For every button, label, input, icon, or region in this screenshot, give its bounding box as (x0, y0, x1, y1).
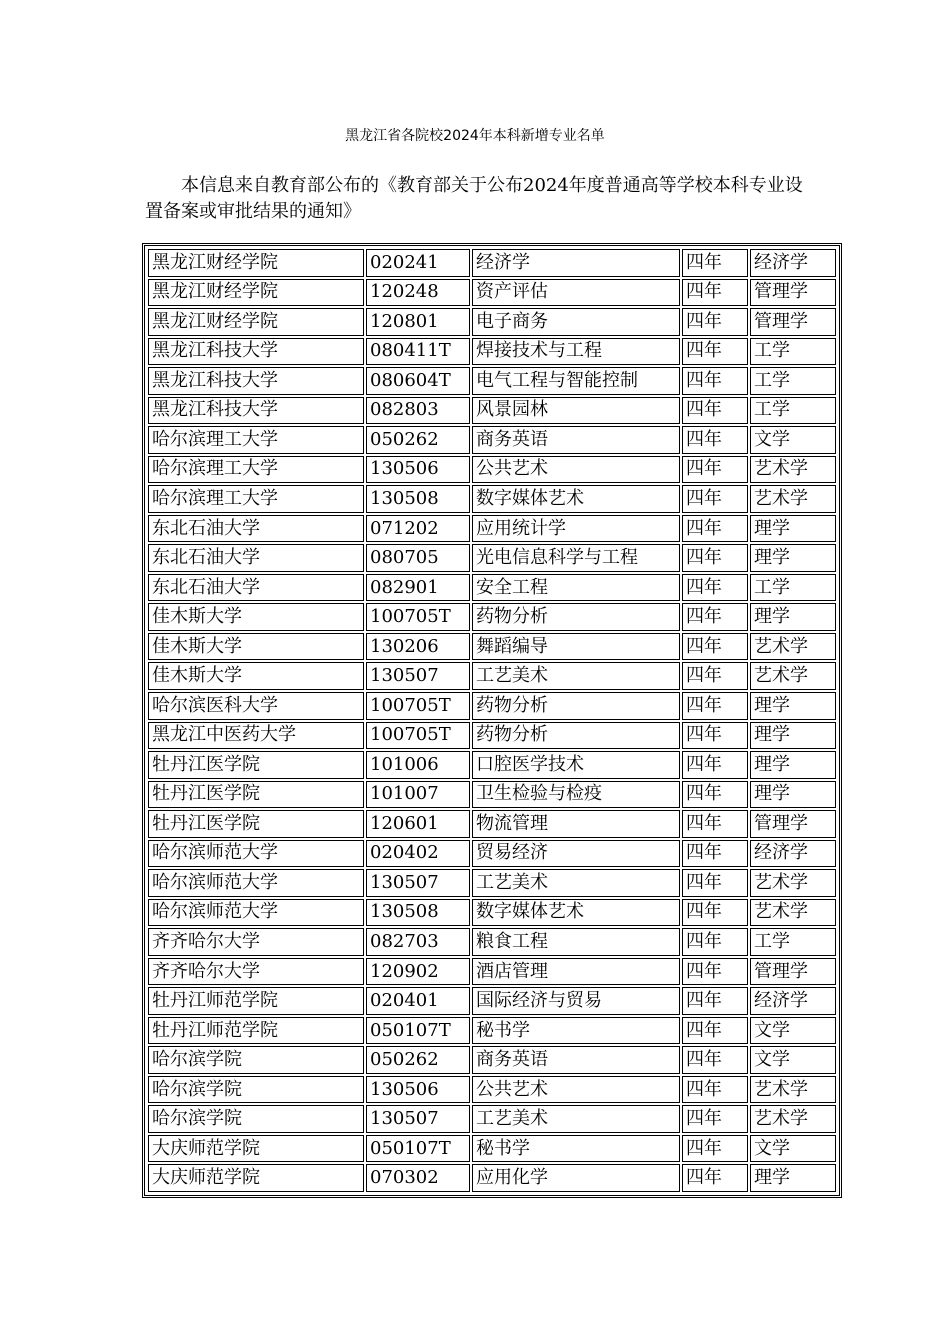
duration-cell: 四年 (682, 722, 748, 750)
duration-cell: 四年 (682, 751, 748, 779)
degree-category-cell: 艺术学 (750, 456, 836, 484)
duration-cell: 四年 (682, 633, 748, 661)
degree-category-cell: 工学 (750, 928, 836, 956)
degree-category-cell: 文学 (750, 1046, 836, 1074)
major-name-cell: 商务英语 (472, 1046, 680, 1074)
major-code-cell: 080604T (366, 367, 470, 395)
major-code-cell: 080705 (366, 544, 470, 572)
school-cell: 佳木斯大学 (148, 662, 364, 690)
degree-category-cell: 艺术学 (750, 899, 836, 927)
major-name-cell: 公共艺术 (472, 456, 680, 484)
school-cell: 东北石油大学 (148, 574, 364, 602)
major-code-cell: 080411T (366, 338, 470, 366)
duration-cell: 四年 (682, 810, 748, 838)
major-code-cell: 100705T (366, 692, 470, 720)
major-code-cell: 130507 (366, 662, 470, 690)
duration-cell: 四年 (682, 928, 748, 956)
duration-cell: 四年 (682, 367, 748, 395)
table-row (148, 1017, 836, 1045)
degree-category-cell: 艺术学 (750, 662, 836, 690)
duration-cell: 四年 (682, 1046, 748, 1074)
table-row (148, 456, 836, 484)
major-name-cell: 药物分析 (472, 603, 680, 631)
major-name-cell: 药物分析 (472, 692, 680, 720)
degree-category-cell: 管理学 (750, 810, 836, 838)
school-cell: 齐齐哈尔大学 (148, 958, 364, 986)
major-code-cell: 070302 (366, 1164, 470, 1192)
major-code-cell: 130506 (366, 456, 470, 484)
table-row (148, 426, 836, 454)
degree-category-cell: 经济学 (750, 987, 836, 1015)
major-name-cell: 舞蹈编导 (472, 633, 680, 661)
major-code-cell: 120248 (366, 279, 470, 307)
major-name-cell: 卫生检验与检疫 (472, 781, 680, 809)
major-code-cell: 050107T (366, 1135, 470, 1163)
table-row (148, 544, 836, 572)
degree-category-cell: 经济学 (750, 249, 836, 277)
degree-category-cell: 经济学 (750, 840, 836, 868)
duration-cell: 四年 (682, 338, 748, 366)
degree-category-cell: 艺术学 (750, 1105, 836, 1133)
school-cell: 黑龙江科技大学 (148, 397, 364, 425)
major-code-cell: 020241 (366, 249, 470, 277)
major-code-cell: 130508 (366, 899, 470, 927)
degree-category-cell: 工学 (750, 397, 836, 425)
major-code-cell: 082703 (366, 928, 470, 956)
table-row (148, 928, 836, 956)
table-row (148, 1046, 836, 1074)
duration-cell: 四年 (682, 958, 748, 986)
duration-cell: 四年 (682, 308, 748, 336)
majors-table-body (148, 249, 836, 1192)
table-row (148, 722, 836, 750)
table-row (148, 869, 836, 897)
major-code-cell: 101007 (366, 781, 470, 809)
table-row (148, 249, 836, 277)
school-cell: 东北石油大学 (148, 515, 364, 543)
duration-cell: 四年 (682, 544, 748, 572)
school-cell: 佳木斯大学 (148, 603, 364, 631)
school-cell: 东北石油大学 (148, 544, 364, 572)
duration-cell: 四年 (682, 869, 748, 897)
major-name-cell: 应用统计学 (472, 515, 680, 543)
duration-cell: 四年 (682, 781, 748, 809)
major-name-cell: 工艺美术 (472, 869, 680, 897)
table-row (148, 987, 836, 1015)
table-row (148, 574, 836, 602)
table-row (148, 485, 836, 513)
table-row (148, 958, 836, 986)
table-row (148, 840, 836, 868)
duration-cell: 四年 (682, 603, 748, 631)
duration-cell: 四年 (682, 279, 748, 307)
school-cell: 黑龙江科技大学 (148, 367, 364, 395)
major-name-cell: 秘书学 (472, 1017, 680, 1045)
duration-cell: 四年 (682, 1076, 748, 1104)
major-code-cell: 020402 (366, 840, 470, 868)
table-row (148, 810, 836, 838)
degree-category-cell: 文学 (750, 1135, 836, 1163)
school-cell: 哈尔滨师范大学 (148, 840, 364, 868)
school-cell: 黑龙江科技大学 (148, 338, 364, 366)
degree-category-cell: 文学 (750, 426, 836, 454)
school-cell: 哈尔滨医科大学 (148, 692, 364, 720)
school-cell: 黑龙江财经学院 (148, 308, 364, 336)
table-row (148, 692, 836, 720)
major-name-cell: 公共艺术 (472, 1076, 680, 1104)
table-row (148, 1105, 836, 1133)
major-name-cell: 电子商务 (472, 308, 680, 336)
duration-cell: 四年 (682, 987, 748, 1015)
duration-cell: 四年 (682, 1135, 748, 1163)
major-name-cell: 焊接技术与工程 (472, 338, 680, 366)
major-code-cell: 130507 (366, 869, 470, 897)
degree-category-cell: 理学 (750, 722, 836, 750)
school-cell: 哈尔滨理工大学 (148, 426, 364, 454)
duration-cell: 四年 (682, 692, 748, 720)
major-code-cell: 120601 (366, 810, 470, 838)
duration-cell: 四年 (682, 249, 748, 277)
major-name-cell: 资产评估 (472, 279, 680, 307)
degree-category-cell: 理学 (750, 603, 836, 631)
duration-cell: 四年 (682, 840, 748, 868)
school-cell: 哈尔滨师范大学 (148, 899, 364, 927)
school-cell: 牡丹江医学院 (148, 810, 364, 838)
school-cell: 黑龙江中医药大学 (148, 722, 364, 750)
school-cell: 佳木斯大学 (148, 633, 364, 661)
school-cell: 哈尔滨学院 (148, 1046, 364, 1074)
major-code-cell: 130508 (366, 485, 470, 513)
table-row (148, 338, 836, 366)
major-name-cell: 应用化学 (472, 1164, 680, 1192)
majors-table-frame (142, 243, 842, 1198)
school-cell: 黑龙江财经学院 (148, 279, 364, 307)
table-row (148, 1135, 836, 1163)
major-name-cell: 口腔医学技术 (472, 751, 680, 779)
degree-category-cell: 管理学 (750, 958, 836, 986)
major-code-cell: 050107T (366, 1017, 470, 1045)
school-cell: 大庆师范学院 (148, 1135, 364, 1163)
school-cell: 哈尔滨学院 (148, 1076, 364, 1104)
table-row (148, 1076, 836, 1104)
intro-paragraph: 本信息来自教育部公布的《教育部关于公布2024年度普通高等学校本科专业设置备案或审批结果的通知》 (145, 175, 803, 222)
major-code-cell: 082803 (366, 397, 470, 425)
table-row (148, 603, 836, 631)
majors-table (146, 247, 838, 1194)
major-name-cell: 经济学 (472, 249, 680, 277)
duration-cell: 四年 (682, 574, 748, 602)
duration-cell: 四年 (682, 1105, 748, 1133)
school-cell: 牡丹江师范学院 (148, 1017, 364, 1045)
school-cell: 哈尔滨师范大学 (148, 869, 364, 897)
duration-cell: 四年 (682, 456, 748, 484)
major-code-cell: 130206 (366, 633, 470, 661)
table-row (148, 308, 836, 336)
document-title: 黑龙江省各院校2024年本科新增专业名单 (345, 128, 605, 144)
major-code-cell: 100705T (366, 722, 470, 750)
degree-category-cell: 工学 (750, 338, 836, 366)
major-name-cell: 光电信息科学与工程 (472, 544, 680, 572)
major-name-cell: 安全工程 (472, 574, 680, 602)
duration-cell: 四年 (682, 485, 748, 513)
major-name-cell: 工艺美术 (472, 662, 680, 690)
school-cell: 牡丹江医学院 (148, 751, 364, 779)
degree-category-cell: 理学 (750, 692, 836, 720)
degree-category-cell: 工学 (750, 574, 836, 602)
degree-category-cell: 理学 (750, 544, 836, 572)
table-row (148, 899, 836, 927)
degree-category-cell: 工学 (750, 367, 836, 395)
duration-cell: 四年 (682, 1164, 748, 1192)
table-row (148, 1164, 836, 1192)
table-row (148, 751, 836, 779)
degree-category-cell: 艺术学 (750, 485, 836, 513)
major-code-cell: 071202 (366, 515, 470, 543)
school-cell: 黑龙江财经学院 (148, 249, 364, 277)
table-row (148, 633, 836, 661)
degree-category-cell: 艺术学 (750, 869, 836, 897)
table-row (148, 781, 836, 809)
degree-category-cell: 理学 (750, 1164, 836, 1192)
duration-cell: 四年 (682, 899, 748, 927)
table-row (148, 367, 836, 395)
school-cell: 哈尔滨理工大学 (148, 485, 364, 513)
table-row (148, 397, 836, 425)
major-name-cell: 国际经济与贸易 (472, 987, 680, 1015)
major-code-cell: 020401 (366, 987, 470, 1015)
major-code-cell: 082901 (366, 574, 470, 602)
major-name-cell: 贸易经济 (472, 840, 680, 868)
major-name-cell: 药物分析 (472, 722, 680, 750)
school-cell: 哈尔滨理工大学 (148, 456, 364, 484)
table-row (148, 279, 836, 307)
duration-cell: 四年 (682, 515, 748, 543)
degree-category-cell: 艺术学 (750, 633, 836, 661)
school-cell: 大庆师范学院 (148, 1164, 364, 1192)
major-code-cell: 050262 (366, 426, 470, 454)
major-code-cell: 050262 (366, 1046, 470, 1074)
table-row (148, 662, 836, 690)
duration-cell: 四年 (682, 426, 748, 454)
school-cell: 牡丹江师范学院 (148, 987, 364, 1015)
degree-category-cell: 文学 (750, 1017, 836, 1045)
major-name-cell: 电气工程与智能控制 (472, 367, 680, 395)
major-name-cell: 工艺美术 (472, 1105, 680, 1133)
major-code-cell: 120801 (366, 308, 470, 336)
degree-category-cell: 管理学 (750, 279, 836, 307)
major-name-cell: 风景园林 (472, 397, 680, 425)
major-name-cell: 酒店管理 (472, 958, 680, 986)
school-cell: 齐齐哈尔大学 (148, 928, 364, 956)
major-name-cell: 商务英语 (472, 426, 680, 454)
school-cell: 牡丹江医学院 (148, 781, 364, 809)
degree-category-cell: 管理学 (750, 308, 836, 336)
major-name-cell: 数字媒体艺术 (472, 485, 680, 513)
duration-cell: 四年 (682, 662, 748, 690)
major-code-cell: 130506 (366, 1076, 470, 1104)
major-name-cell: 秘书学 (472, 1135, 680, 1163)
duration-cell: 四年 (682, 397, 748, 425)
table-row (148, 515, 836, 543)
degree-category-cell: 理学 (750, 781, 836, 809)
duration-cell: 四年 (682, 1017, 748, 1045)
major-code-cell: 101006 (366, 751, 470, 779)
degree-category-cell: 理学 (750, 751, 836, 779)
degree-category-cell: 理学 (750, 515, 836, 543)
major-name-cell: 数字媒体艺术 (472, 899, 680, 927)
major-name-cell: 物流管理 (472, 810, 680, 838)
major-code-cell: 120902 (366, 958, 470, 986)
degree-category-cell: 艺术学 (750, 1076, 836, 1104)
major-code-cell: 100705T (366, 603, 470, 631)
school-cell: 哈尔滨学院 (148, 1105, 364, 1133)
major-code-cell: 130507 (366, 1105, 470, 1133)
major-name-cell: 粮食工程 (472, 928, 680, 956)
